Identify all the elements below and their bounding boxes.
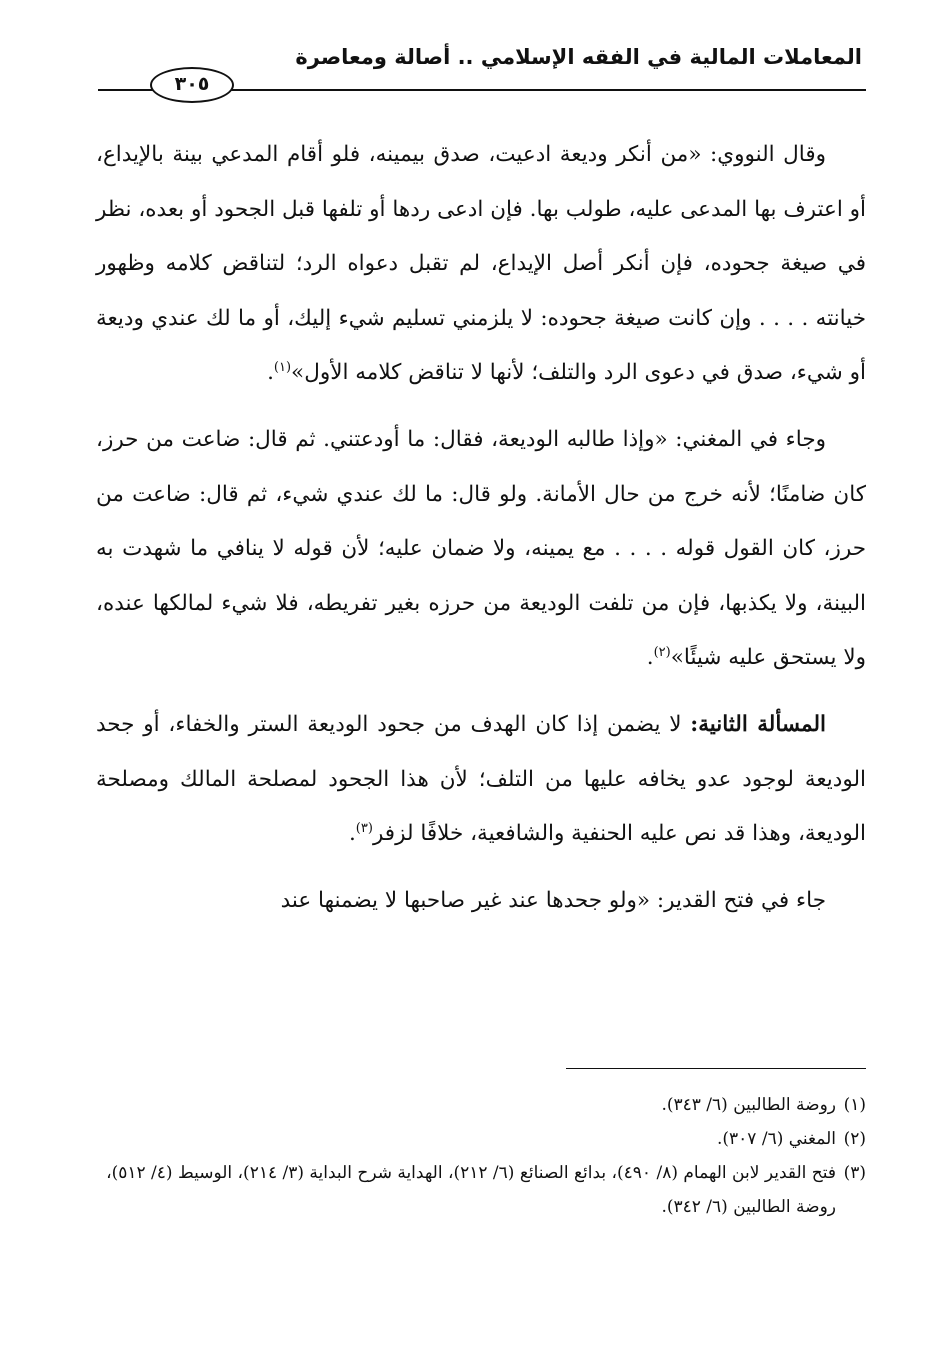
paragraph-end: . xyxy=(267,360,274,386)
paragraph-fath-alqadir xyxy=(96,874,866,929)
footnote-text: روضة الطالبين (٦/ ٣٤٣). xyxy=(661,1095,836,1115)
paragraph-end: . xyxy=(646,645,654,671)
paragraph-text: وقال النووي: «من أنكر وديعة ادعيت، صدق بيمينه، فلو أقام المدعي بينة بالإيداع، أو اعترف بها المدعى عليه، طولب بها. فإن ادعى ردها أو تلفها قبل الجحود أو بعده، نظر في صيغة جحوده، فإن أنكر أصل الإيداع، لم تقبل دعواه الرد؛ لتناقض كلامه وظهور خيانته . . . . وإن كانت صيغة جحوده: لا يلزمني تسليم شيء إليك، أو ما لك عندي وديعة أو شيء، صدق في دعوى الرد والتلف؛ لأنها لا تناقض كلامه الأول» xyxy=(96,142,866,386)
footnote-number: (٢) xyxy=(843,1129,866,1149)
section-lead: المسألة الثانية: xyxy=(690,711,827,737)
paragraph-mughni-quote xyxy=(96,413,866,686)
footnote-rule xyxy=(566,1068,866,1069)
footnote-text: فتح القدير لابن الهمام (٨/ ٤٩٠)، بدائع الصنائع (٦/ ٢١٢)، الهداية شرح البداية (٣/ ٢١٤)، الوسيط (٤/ ٥١٢)، روضة الطالبين (٦/ ٣٤٢). xyxy=(106,1163,836,1217)
footnote-ref: (٣) xyxy=(355,820,373,836)
paragraph-text: جاء في فتح القدير: «ولو جحدها عند غير صاحبها لا يضمنها عند xyxy=(280,887,826,913)
paragraph-text: لا يضمن إذا كان الهدف من جحود الوديعة الستر والخفاء، أو جحد الوديعة لوجود عدو يخافه عليها من التلف؛ لأن هذا الجحود لمصلحة المالك ومصلحة الوديعة، وهذا قد نص عليه الحنفية والشافعية، خلافًا لزفر xyxy=(96,711,866,847)
footnote-item xyxy=(96,1122,866,1156)
paragraph-text: وجاء في المغني: «وإذا طالبه الوديعة، فقال: ما أودعتني. ثم قال: ضاعت من حرز، كان ضامنًا؛ لأنه خرج من حال الأمانة. ولو قال: ما لك عندي شيء، ثم قال: ضاعت من حرز، كان القول قوله . . . . مع يمينه، ولا ضمان عليه؛ لأن قوله لا ينافي ما شهدت به البينة، ولا يكذبها، فإن من تلفت الوديعة من حرزه بغير تفريطه، فلا شيء لمالكها عنده، ولا يستحق عليه شيئًا» xyxy=(96,426,866,671)
main-text xyxy=(96,128,866,940)
paragraph-end: . xyxy=(348,821,356,847)
footnotes xyxy=(96,1088,866,1224)
footnote-item xyxy=(96,1088,866,1122)
paragraph-nawawi-quote xyxy=(96,128,866,401)
running-header-title: المعاملات المالية في الفقه الإسلامي .. أصالة ومعاصرة xyxy=(295,45,862,69)
page-number: ٣٠٥ xyxy=(150,67,234,103)
footnote-ref: (١) xyxy=(273,360,292,376)
footnote-number: (٣) xyxy=(843,1163,866,1183)
paragraph-second-issue xyxy=(96,698,866,862)
footnote-text: المغني (٦/ ٣٠٧). xyxy=(716,1129,836,1149)
footnote-item xyxy=(96,1156,866,1224)
footnote-ref: (٢) xyxy=(653,645,671,661)
footnote-number: (١) xyxy=(843,1095,866,1115)
